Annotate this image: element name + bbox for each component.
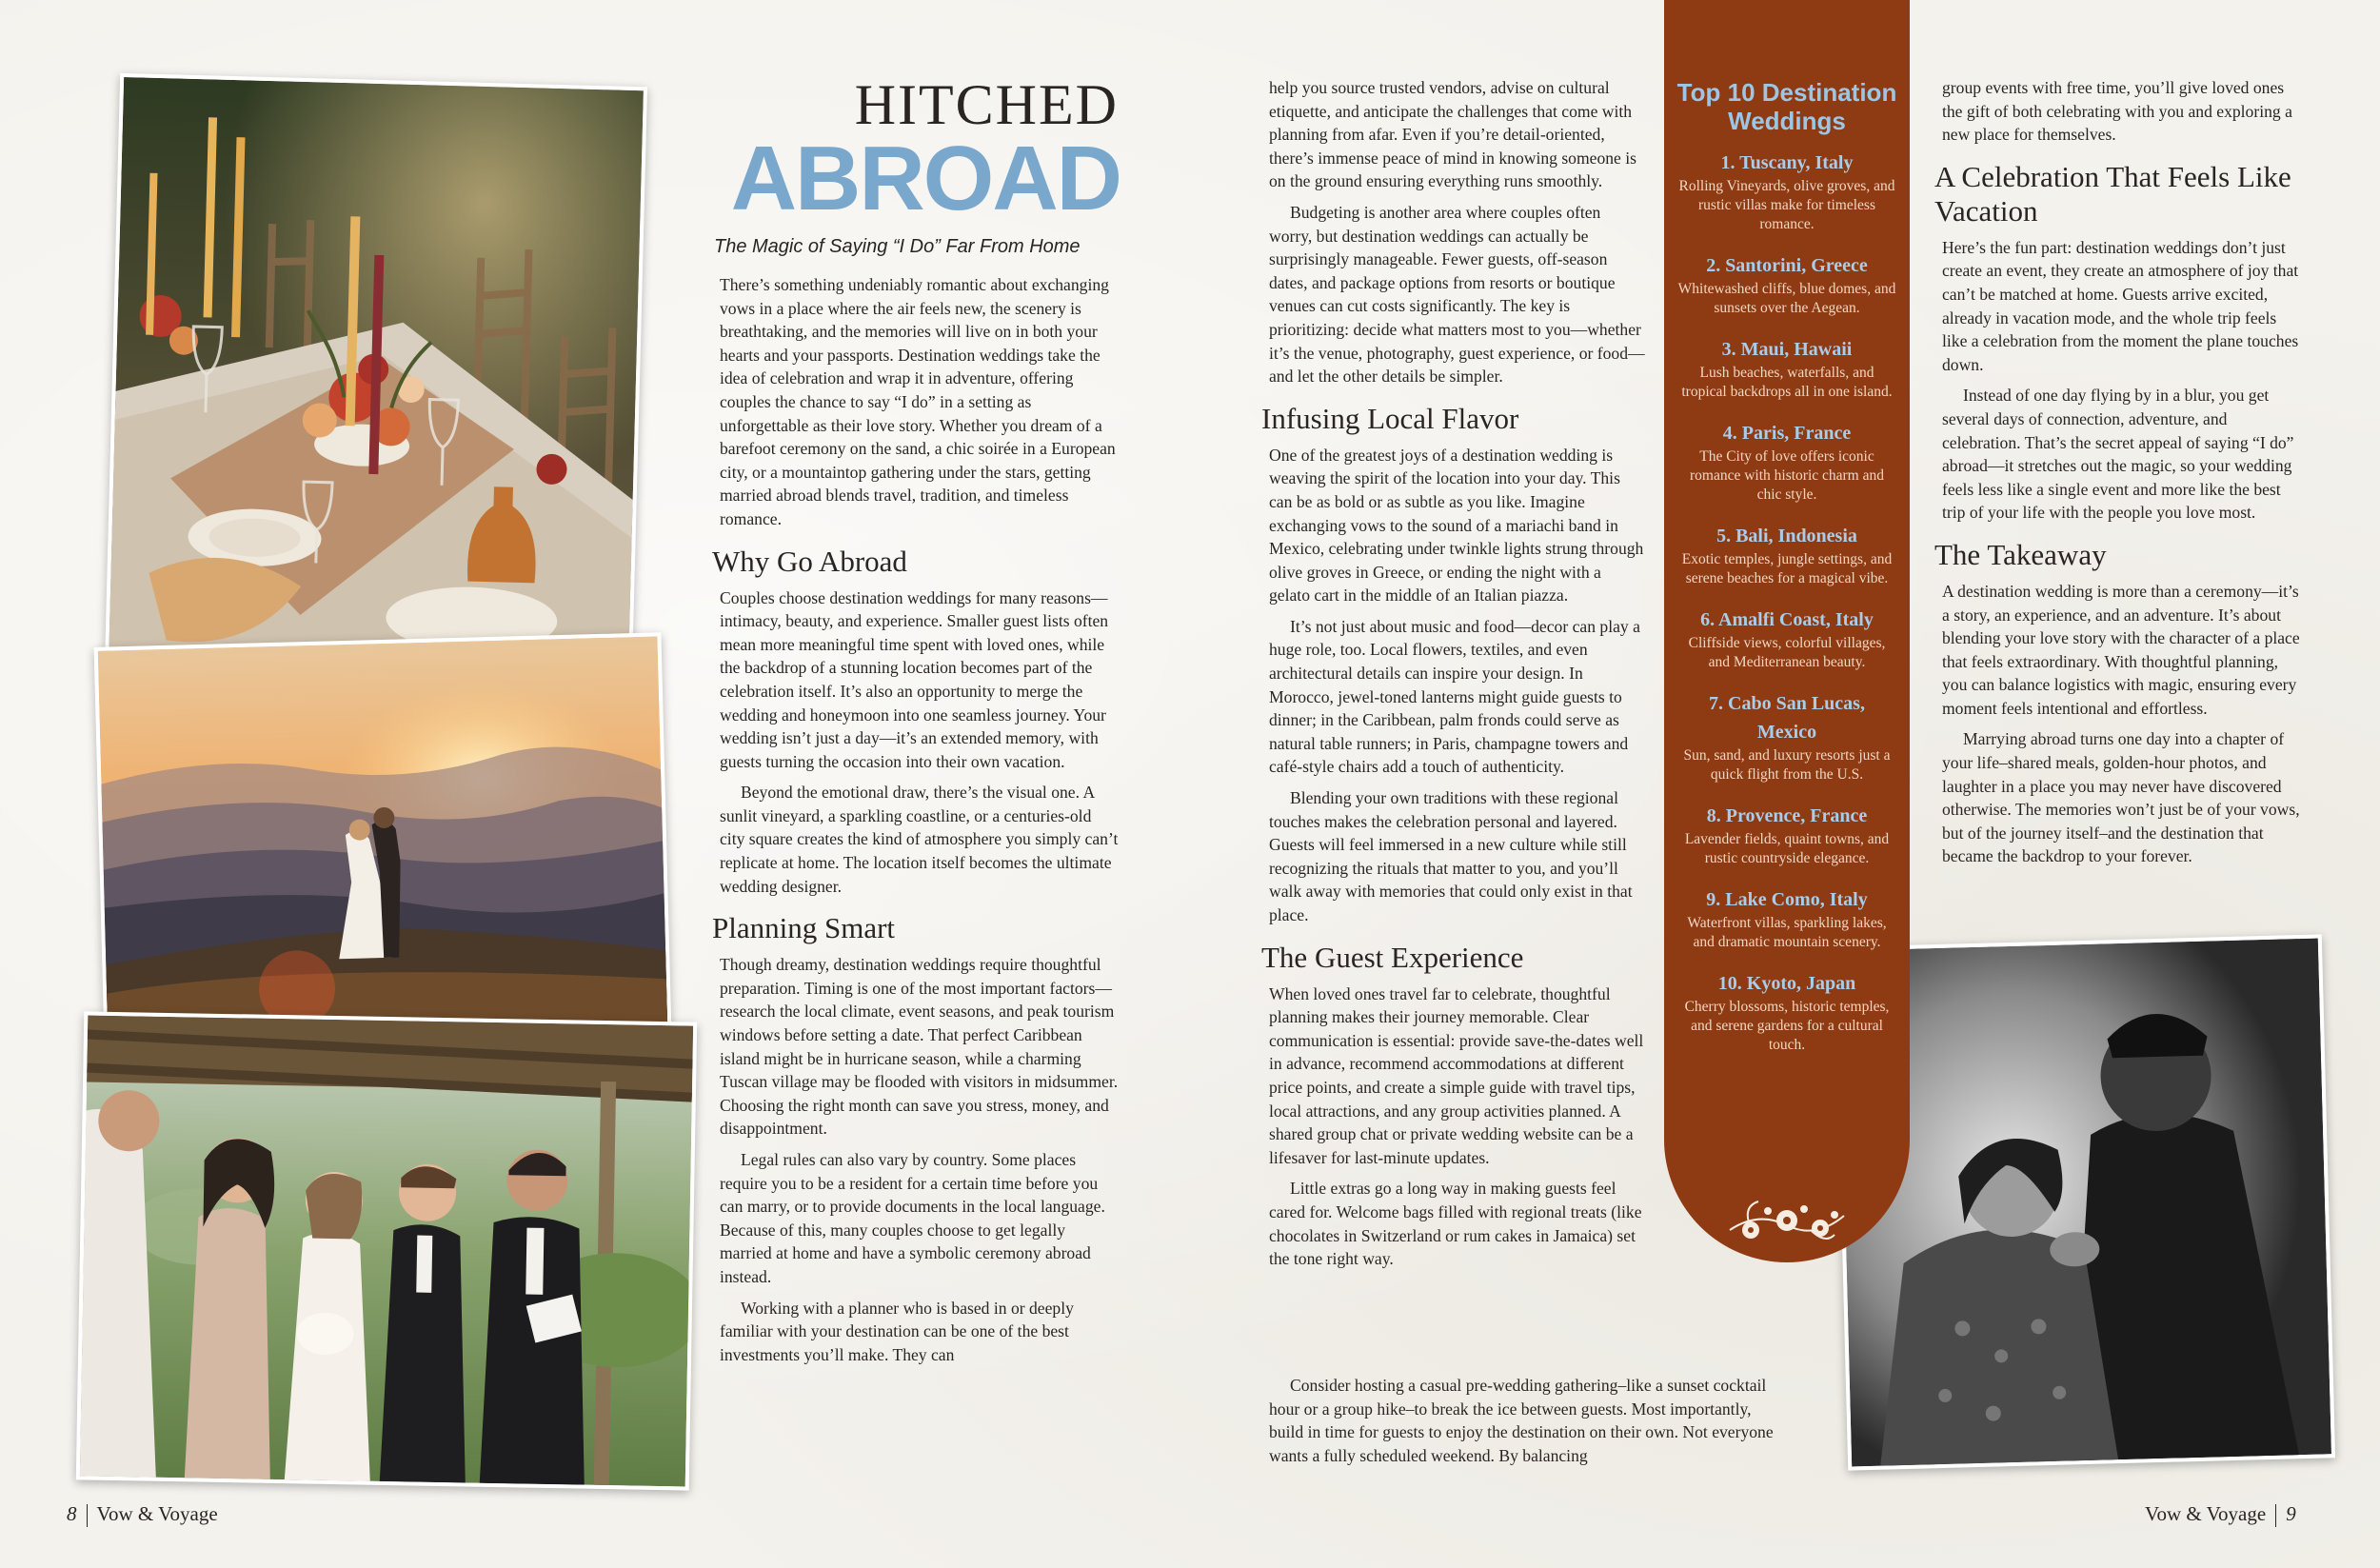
destination-name: 8. Provence, France: [1706, 805, 1868, 826]
paragraph: Marrying abroad turns one day into a chapter of your life–shared meals, golden-hour photos, and laughter in a place you may never have discovered otherwise. The memories won’t just be of your vows, but of the journey itself–and the destination that became the backdrop to your forever.: [1942, 729, 2300, 866]
destination-desc: Cherry blossoms, historic temples, and serene gardens for a cultural touch.: [1684, 999, 1890, 1053]
destination-desc: Whitewashed cliffs, blue domes, and sunsets over the Aegean.: [1677, 281, 1896, 316]
paragraph: Beyond the emotional draw, there’s the visual one. A sunlit vineyard, a sparkling coastline, or a centuries-old city square creates the kind of atmosphere you simply can’t replicate at home. The location itself becomes the ultimate wedding designer.: [720, 783, 1119, 896]
footer-left: [67, 1502, 218, 1527]
headline-hitched: HITCHED: [854, 73, 1119, 136]
destination-name: 9. Lake Como, Italy: [1706, 889, 1868, 910]
heading-infusing-local-flavor: Infusing Local Flavor: [1261, 401, 1519, 435]
publication-name: Vow & Voyage: [2145, 1502, 2267, 1525]
list-item: [1677, 885, 1896, 952]
list-item: [1677, 251, 1896, 318]
paragraph: Instead of one day flying by in a blur, you get several days of connection, adventure, and celebration. That’s the secret appeal of saying “I do” abroad—it stretches out the magic, so your wedding feels less like a single event and more like the best trip of your life with the people you love most.: [1942, 386, 2294, 523]
paragraph: Couples choose destination weddings for many reasons—intimacy, beauty, and experience. Smaller guest lists often mean more meaningful time spent with loved ones, while the backdrop of a stunning location becomes part of the celebration itself. It’s also an opportunity to merge the wedding and honeymoon into one seamless journey. Your wedding isn’t just a day—it’s an extended memory, with guests turning the occasion into their own vacation.: [720, 587, 1109, 771]
paragraph: When loved ones travel far to celebrate, thoughtful planning makes their journey memorable. Clear communication is essential: provide save-the-dates well in advance, recommend accommodations at different price points, and create a simple guide with travel tips, local attractions, and any group activities planned. A shared group chat or private wedding website can be a lifesaver for last-minute updates.: [1269, 983, 1644, 1167]
paragraph: A destination wedding is more than a ceremony—it’s a story, an experience, and an adventure. It’s about blending your love story with the character of a place that feels extraordinary. With thoughtful planning, you can balance logistics with magic, ensuring every moment feels intentional and effortless.: [1942, 581, 2300, 718]
column-2-bottom: [1269, 1374, 1783, 1475]
page-number: 9: [2286, 1502, 2296, 1525]
destination-desc: Lavender fields, quaint towns, and rustic countryside elegance.: [1684, 831, 1890, 866]
divider: [87, 1504, 88, 1527]
list-item: [1677, 335, 1896, 402]
paragraph: help you source trusted vendors, advise on cultural etiquette, and anticipate the challenges that come with planning from afar. Even if you’re detail-oriented, there’s immense peace of mind in knowing someone is on the ground ensuring everything runs smoothly.: [1269, 78, 1636, 191]
list-item: [1677, 522, 1896, 588]
article-subtitle: The Magic of Saying “I Do” Far From Home: [714, 236, 1081, 257]
heading-why-go-abroad: Why Go Abroad: [712, 544, 907, 578]
destination-desc: Exotic temples, jungle settings, and serene beaches for a magical vibe.: [1681, 551, 1893, 586]
publication-name: Vow & Voyage: [96, 1502, 218, 1525]
top-10-sidebar: [1664, 0, 1910, 1262]
paragraph: Budgeting is another area where couples often worry, but destination weddings can actually be surprisingly manageable. Fewer guests, off-season dates, and package options from resorts or boutique venues can cut costs significantly. The key is prioritizing: decide what matters most to you—whether it’s the venue, photography, guest experience, or food—and let the other details be simpler.: [1269, 202, 1645, 387]
paragraph: Legal rules can also vary by country. Some places require you to be a resident for a certain time before you can marry, or to provide documents in the local language. Because of this, many couples choose to get legally married at home and have a symbolic ceremony abroad instead.: [720, 1150, 1105, 1286]
destination-desc: Waterfront villas, sparkling lakes, and dramatic mountain scenery.: [1687, 915, 1887, 950]
sidebar-title: Top 10 Destination Weddings: [1676, 78, 1897, 135]
heading-the-takeaway: The Takeaway: [1934, 537, 2107, 571]
footer-right: [2145, 1502, 2296, 1527]
destination-desc: Cliffside views, colorful villages, and Mediterranean beauty.: [1688, 635, 1886, 670]
destination-name: 1. Tuscany, Italy: [1720, 152, 1854, 173]
paragraph: One of the greatest joys of a destination wedding is weaving the spirit of the location into your day. This can be as bold or as subtle as you like. Imagine exchanging vows to the sound of a mariachi band in Mexico, celebrating under twinkle lights strung through olive groves in Greece, or ending the night with a gelato cart in the middle of an Italian piazza.: [1269, 445, 1644, 605]
intro-paragraph: There’s something undeniably romantic about exchanging vows in a place where the air feels new, the scenery is breathtaking, and the memories will live on in both your hearts and your passports. Destination weddings take the idea of celebration and wrap it in adventure, offering couples the chance to say “I do” in a setting as unforgettable as their love story. Whether you dream of a barefoot ceremony on the sand, a chic soirée in a European city, or a mountaintop gathering under the stars, getting married abroad blends travel, tradition, and timeless romance.: [720, 275, 1116, 528]
destination-desc: Lush beaches, waterfalls, and tropical backdrops all in one island.: [1681, 365, 1893, 400]
destination-name: 5. Bali, Indonesia: [1716, 526, 1857, 546]
destination-desc: Sun, sand, and luxury resorts just a quick flight from the U.S.: [1683, 747, 1891, 783]
photo-table-setting: [105, 73, 647, 679]
headline-abroad: ABROAD: [730, 128, 1121, 229]
destination-name: 2. Santorini, Greece: [1706, 255, 1868, 276]
heading-celebration-vacation: A Celebration That Feels Like Vacation: [1934, 159, 2291, 228]
paragraph: Though dreamy, destination weddings require thoughtful preparation. Timing is one of the most important factors—research the local climate, event seasons, and peak tourism windows before setting a date. That perfect Caribbean island might be in hurricane season, while a charming Tuscan village may be flooded with visitors in midsummer. Choosing the right month can save you stress, money, and disappointment.: [720, 955, 1119, 1139]
destination-name: 3. Maui, Hawaii: [1721, 339, 1853, 360]
column-2: [1261, 76, 1646, 1279]
destination-name: 10. Kyoto, Japan: [1717, 973, 1856, 994]
list-item: [1677, 605, 1896, 672]
heading-guest-experience: The Guest Experience: [1261, 940, 1524, 974]
destination-desc: Rolling Vineyards, olive groves, and rustic villas make for timeless romance.: [1678, 178, 1895, 232]
list-item: [1677, 802, 1896, 868]
destination-name: 6. Amalfi Coast, Italy: [1700, 609, 1874, 630]
destination-name: 7. Cabo San Lucas, Mexico: [1709, 693, 1865, 743]
paragraph: Consider hosting a casual pre-wedding gathering–like a sunset cocktail hour or a group hike–to break the ice between guests. Most importantly, build in time for guests to enjoy the destination on their own. Not everyone wants a fully scheduled weekend. By balancing: [1269, 1376, 1774, 1465]
column-4: [1934, 76, 2306, 876]
paragraph: Working with a planner who is based in or deeply familiar with your destination can be one of the best investments you’ll make. They can: [720, 1298, 1074, 1364]
floral-ornament-icon: [1720, 1192, 1854, 1249]
divider: [2275, 1504, 2276, 1527]
list-item: [1677, 149, 1896, 234]
column-1: [712, 273, 1120, 1374]
paragraph: Little extras go a long way in making guests feel cared for. Welcome bags filled with regional treats (like chocolates in Switzerland or rum cakes in Jamaica) set the tone right way.: [1269, 1179, 1642, 1269]
paragraph: group events with free time, you’ll give loved ones the gift of both celebrating with you and exploring a new place for themselves.: [1942, 78, 2292, 145]
paragraph: Blending your own traditions with these regional touches makes the celebration personal and layered. Guests will feel immersed in a new culture while still recognizing the rituals that matter to you, and you’ll walk away with memories that could only exist in that place.: [1269, 788, 1633, 924]
photo-laughing-guests: [76, 1011, 697, 1490]
photo-mountain-couple: [94, 632, 672, 1048]
destination-name: 4. Paris, France: [1722, 423, 1852, 444]
paragraph: Here’s the fun part: destination weddings don’t just create an event, they create an atmosphere of joy that can’t be matched at home. Guests arrive excited, already in vacation mode, and the whole trip feels like a celebration from the moment the plane touches down.: [1942, 237, 2299, 374]
list-item: [1677, 419, 1896, 505]
list-item: [1677, 689, 1896, 784]
paragraph: It’s not just about music and food—decor can play a huge role, too. Local flowers, textiles, and even architectural details can inspire your design. In Morocco, jewel-toned lanterns might guide guests to dinner; in the Caribbean, palm fronds could serve as natural table runners; in Paris, champagne towers and café-style chairs add a touch of authenticity.: [1269, 616, 1640, 777]
list-item: [1677, 969, 1896, 1055]
page-number: 8: [67, 1502, 77, 1525]
destination-desc: The City of love offers iconic romance with historic charm and chic style.: [1689, 448, 1884, 503]
heading-planning-smart: Planning Smart: [712, 911, 896, 945]
